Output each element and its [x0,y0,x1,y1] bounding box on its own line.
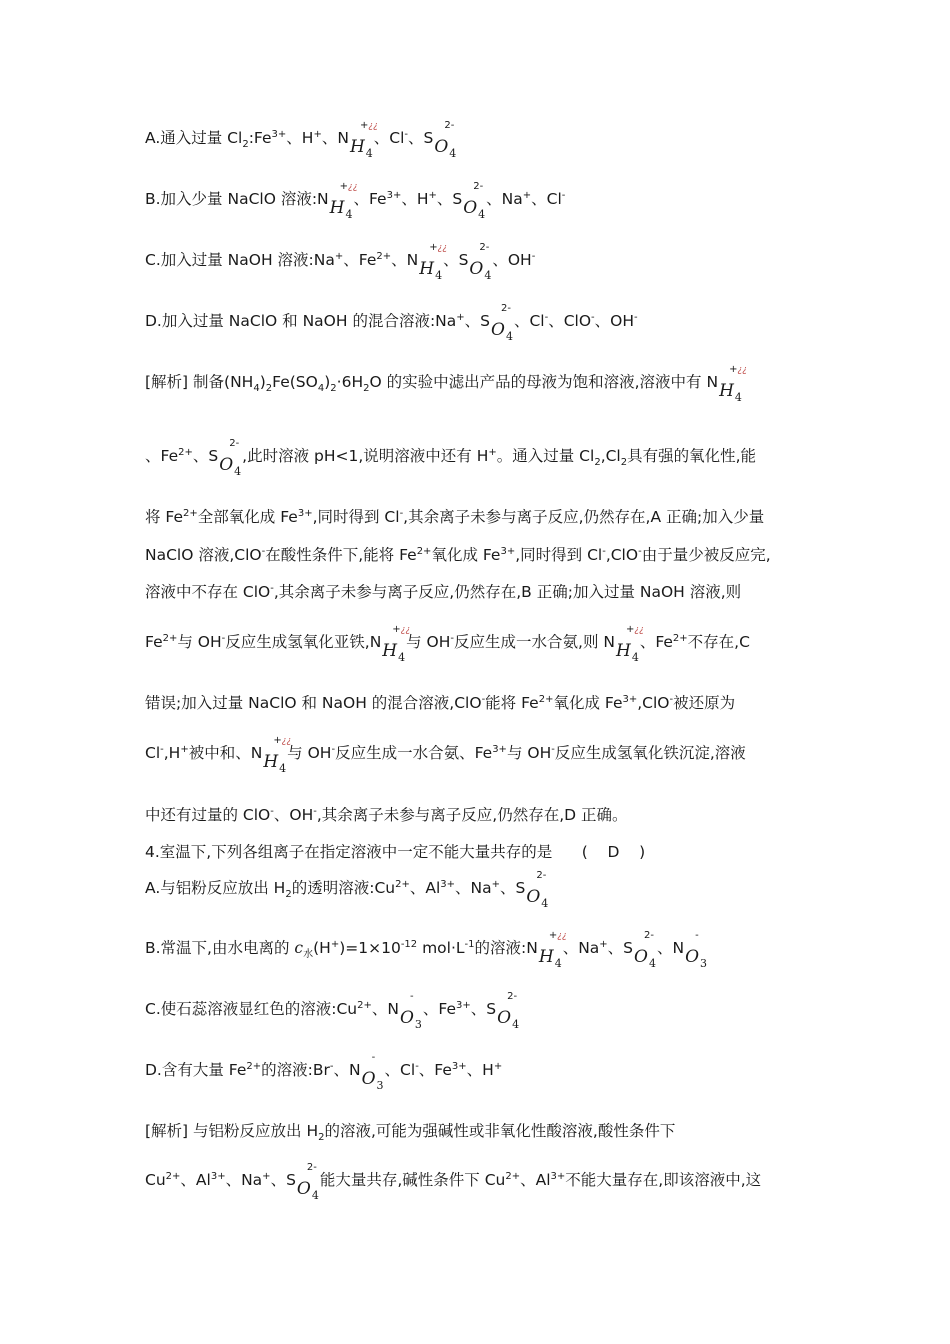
superscript: 2+ [165,1170,181,1182]
text-run: 反应生成一水合氨、Fe [335,744,493,762]
ion-base: O [296,1179,311,1199]
ion-formula [361,1052,384,1092]
text-run: 与 OH [406,633,451,651]
text-run: 、Na [455,879,492,897]
ion-artifact: ¿¿ [348,182,358,192]
text-run: 、Na [562,939,600,957]
text-run: C.加入过量 NaOH 溶液:Na [145,251,335,269]
superscript: + [599,938,608,950]
text-run: ,其余离子未参与离子反应,仍然存在,D 正确。 [316,806,628,824]
ion-base: O [491,320,505,340]
superscript: 3+ [271,128,287,140]
text-run: 不能大量存在,即该溶液中,这 [565,1171,762,1189]
text-run: 能将 Fe [485,694,539,712]
text-run: 、Na [486,190,523,208]
ion-charge: - [409,991,414,1002]
text-run: B.加入少量 NaClO 溶液:N [145,190,329,208]
text-run: ·6H [336,373,364,391]
text-run: ,同时得到 Cl [515,546,603,564]
superscript: 2+ [672,632,688,644]
text-run: 与 OH [287,744,332,762]
text-run: 反应生成氢氧化亚铁,N [225,633,382,651]
superscript: 2+ [162,632,178,644]
text-run: 全部氧化成 Fe [197,508,298,526]
superscript: - [638,545,642,557]
ion-base: H [419,259,435,279]
ion-sub: 4 [505,330,513,343]
superscript: 3+ [622,693,638,705]
ion-artifact: ¿¿ [437,243,448,253]
text-run: 的溶液,可能为强碱性或非氧化性酸溶液,酸性条件下 [324,1122,676,1140]
superscript: - [399,507,404,519]
superscript: - [270,582,274,594]
text-run: )=1×10 [339,939,401,957]
text-run: Cu [145,1171,166,1189]
ion-charge: +¿¿ [729,364,748,375]
text-line [145,1052,503,1092]
text-run: 反应生成一水合氨,则 N [454,633,615,651]
ion-sub: 4 [279,762,287,775]
text-run: 被还原为 [673,694,736,712]
text-run: 、Fe [418,1061,452,1079]
superscript: -12 [400,938,418,950]
text-line [145,624,750,664]
text-run: 的溶液:N [474,939,538,957]
ion-charge: 2- [479,242,490,253]
superscript: 2+ [183,507,198,519]
text-run: (H [313,939,331,957]
subscript: 2 [620,457,628,469]
superscript: + [488,446,497,458]
superscript: - [602,545,606,557]
text-line [145,120,457,160]
superscript: - [331,743,336,755]
ion-base: H [719,381,734,401]
superscript: 3+ [440,878,456,890]
text-run: 、OH [594,312,634,330]
text-run: 、Na [225,1171,263,1189]
text-run: 、Fe [353,190,387,208]
ion-base: O [434,137,449,157]
superscript: - [329,1060,334,1072]
superscript: 3+ [492,743,507,755]
superscript: 3+ [451,1060,467,1072]
ion-base: H [329,198,345,218]
ion-formula [349,120,378,160]
text-run: ) [259,373,266,391]
superscript: 2+ [416,545,432,557]
text-run: 氧化成 Fe [553,694,623,712]
ion-base: O [634,947,648,967]
ion-charge: 2- [306,1162,317,1173]
text-run: 、S [192,447,219,465]
text-run: 、Cl [531,190,562,208]
superscript: + [456,311,465,323]
text-line [145,582,741,602]
superscript: -1 [464,938,475,950]
ion-sub: 3 [700,957,707,970]
text-run: 。通入过量 Cl [496,447,595,465]
text-run: A.通入过量 Cl [145,129,243,147]
superscript: - [544,311,549,323]
ion-artifact: ¿¿ [634,625,644,635]
ion-base: O [469,259,484,279]
ion-formula [382,624,411,664]
superscript: - [404,128,409,140]
ion-charge: 2- [444,120,455,131]
ion-base: O [399,1008,414,1028]
text-run: ,同时得到 Cl [312,508,400,526]
superscript: - [481,693,486,705]
ion-sub: 4 [234,465,242,478]
superscript: - [313,805,317,817]
ion-base: O [219,455,234,475]
text-run: D.加入过量 NaClO 和 NaOH 的混合溶液:Na [145,312,457,330]
ion-charge: +¿¿ [429,242,448,253]
text-run: 、OH [492,251,532,269]
ion-artifact: ¿¿ [281,736,292,746]
text-run: 、N [371,1000,399,1018]
text-run: B.常温下,由水电离的 [145,939,295,957]
superscript: - [591,311,595,323]
text-run: 能大量共存,碱性条件下 Cu [319,1171,506,1189]
superscript: 2+ [538,693,554,705]
text-run: ,Cl [600,447,621,465]
ion-base: O [497,1008,512,1028]
subscript: 2 [594,457,601,469]
subscript: 4 [253,383,260,395]
text-run: 在酸性条件下,能将 Fe [265,546,417,564]
text-run: 将 Fe [145,508,184,526]
ion-formula [296,1162,319,1202]
superscript: + [334,250,344,262]
ion-charge: 2- [473,181,484,192]
text-run: :Fe [248,129,272,147]
ion-sub: 4 [734,391,742,404]
ion-sub: 3 [376,1079,384,1092]
ion-formula [497,991,520,1031]
text-run: 、Al [520,1171,551,1189]
ion-formula [719,364,748,404]
superscript: + [493,1060,503,1072]
text-line [145,507,764,527]
text-line [145,930,708,970]
text-run: 、H [466,1061,494,1079]
ion-sub: 4 [648,957,656,970]
subscript: 2 [363,383,370,395]
text-run: 、Al [409,879,441,897]
superscript: 2+ [395,878,410,890]
text-run: ,其余离子未参与离子反应,仍然存在,B 正确;加入过量 NaOH 溶液,则 [273,583,742,601]
superscript: + [522,189,532,201]
text-run: [解析] 与铝粉反应放出 H [145,1122,319,1140]
superscript: - [270,805,274,817]
text-run: 、Fe [343,251,377,269]
text-run: 4.室温下,下列各组离子在指定溶液中一定不能大量共存的是 ( D ) [145,843,646,861]
text-line [145,870,549,910]
ion-sub: 4 [365,147,373,160]
ion-base: H [349,137,365,157]
text-run: 的溶液:Br [261,1061,330,1079]
ion-base: H [615,641,631,661]
text-run: ) [324,373,331,391]
ion-charge: - [695,930,699,941]
superscript: 2+ [357,999,372,1011]
superscript: + [262,1170,271,1182]
ion-sub: 4 [541,897,549,910]
superscript: - [160,743,164,755]
text-run: ,ClO [637,694,670,712]
ion-artifact: ¿¿ [400,625,411,635]
ion-sub: 4 [345,208,353,221]
superscript: 2+ [246,1060,262,1072]
text-run: A.与铝粉反应放出 H [145,879,286,897]
superscript: 3+ [456,999,471,1011]
superscript: - [261,545,266,557]
text-line [145,1162,762,1202]
text-run: mol·L [417,939,465,957]
text-run: D.含有大量 Fe [145,1061,247,1079]
superscript: - [634,311,638,323]
text-run: 、S [464,312,490,330]
superscript: + [313,128,322,140]
ion-formula [634,930,656,970]
text-run: 、N [391,251,419,269]
superscript: + [491,878,500,890]
ion-sub: 4 [554,957,562,970]
text-run: 、N [333,1061,361,1079]
ion-artifact: ¿¿ [368,121,378,131]
ion-sub: 3 [414,1018,422,1031]
text-run: Fe [145,633,163,651]
text-run: 、S [500,879,526,897]
ion-charge: +¿¿ [625,624,644,635]
text-run: 、S [607,939,634,957]
subscript: 4 [317,383,325,395]
text-run: 、S [408,129,434,147]
text-run: 具有强的氧化性,能 [627,447,757,465]
ion-base: H [382,641,398,661]
text-line [145,991,520,1031]
superscript: 3+ [386,189,402,201]
text-run: 、H [401,190,429,208]
superscript: 2+ [376,250,392,262]
text-run: ,此时溶液 pH<1,说明溶液中还有 H [242,447,489,465]
ion-base: H [538,947,554,967]
subscript: 2 [285,889,292,901]
superscript: 3+ [500,545,516,557]
text-line [145,364,748,404]
text-run: 、Fe [145,447,179,465]
text-line [145,438,757,478]
superscript: - [221,632,226,644]
superscript: + [330,938,340,950]
text-run: 与 OH [177,633,222,651]
text-run: 、N [321,129,349,147]
text-run: Fe(SO [272,373,318,391]
ion-charge: 2- [501,303,511,314]
text-line [145,693,735,713]
text-run: 、Fe [422,1000,457,1018]
text-line [145,545,771,565]
subscript: 2 [242,139,249,151]
text-line [145,242,536,282]
ion-charge: - [371,1052,376,1063]
ion-formula [491,303,513,343]
ion-formula [685,930,707,970]
ion-sub: 4 [512,1018,520,1031]
text-run: ,ClO [605,546,639,564]
subscript: 2 [330,383,337,395]
text-run: 与 OH [506,744,552,762]
text-run: ,其余离子未参与离子反应,仍然存在,A 正确;加入少量 [403,508,765,526]
text-run: 、S [470,1000,497,1018]
text-run: 反应生成氢氧化铁沉淀,溶液 [554,744,746,762]
text-run: O 的实验中滤出产品的母液为饱和溶液,溶液中有 N [369,373,719,391]
superscript: - [669,693,674,705]
text-run: C.使石蕊溶液显红色的溶液:Cu [145,1000,358,1018]
superscript: - [551,743,555,755]
ion-sub: 4 [484,269,492,282]
text-line [145,735,746,775]
superscript: - [450,632,455,644]
ion-base: O [463,198,478,218]
ion-charge: 2- [229,438,240,449]
ion-sub: 4 [311,1189,319,1202]
ion-formula [419,242,448,282]
text-line [145,181,566,221]
ion-formula [434,120,457,160]
ion-base: O [685,947,699,967]
text-run: 、N [656,939,685,957]
ion-sub: 4 [449,147,457,160]
text-run: 、Cl [373,129,405,147]
superscript: - [415,1060,419,1072]
subscript: 水 [303,949,314,961]
ion-charge: +¿¿ [392,624,411,635]
ion-base: O [361,1069,376,1089]
superscript: 2+ [505,1170,521,1182]
text-run: 、S [270,1171,296,1189]
ion-sub: 4 [398,651,406,664]
text-run: 氧化成 Fe [431,546,501,564]
text-run: 溶液中不存在 ClO [145,583,271,601]
text-run: 、H [286,129,314,147]
subscript: 2 [318,1132,325,1144]
ion-sub: 4 [478,208,486,221]
ion-formula [219,438,242,478]
text-run: NaClO 溶液,ClO [145,546,262,564]
text-run: 、ClO [548,312,592,330]
ion-charge: +¿¿ [359,120,378,131]
text-run: 中还有过量的 ClO [145,806,271,824]
superscript: - [531,250,536,262]
ion-charge: 2- [644,930,654,941]
text-line [145,805,628,825]
ion-formula [399,991,422,1031]
text-line [145,842,645,862]
text-run: 被中和、N [188,744,263,762]
text-run: 、OH [273,806,314,824]
ion-sub: 4 [631,651,639,664]
text-run: [解析] 制备(NH [145,373,254,391]
superscript: - [561,189,566,201]
text-run: 错误;加入过量 NaClO 和 NaOH 的混合溶液,ClO [145,694,482,712]
italic-symbol: c [294,939,304,957]
ion-formula [526,870,549,910]
text-run: 由于量少被反应完, [641,546,771,564]
ion-formula [329,181,358,221]
ion-charge: +¿¿ [548,930,567,941]
text-run: 、Fe [639,633,673,651]
text-line [145,1121,676,1144]
ion-formula [615,624,644,664]
ion-charge: 2- [536,870,547,881]
text-run: 、S [436,190,463,208]
ion-artifact: ¿¿ [737,365,748,375]
ion-sub: 4 [435,269,443,282]
superscript: 3+ [550,1170,566,1182]
ion-charge: 2- [507,991,518,1002]
ion-base: O [526,887,541,907]
subscript: 2 [265,383,273,395]
text-run: 的透明溶液:Cu [291,879,396,897]
text-run: ,H [163,744,181,762]
ion-charge: +¿¿ [273,735,292,746]
ion-formula [538,930,567,970]
text-line [145,303,638,343]
text-run: 不存在,C [687,633,750,651]
ion-artifact: ¿¿ [557,931,567,941]
ion-charge: +¿¿ [339,181,358,192]
superscript: 3+ [210,1170,226,1182]
text-run: Cl [145,744,161,762]
superscript: 3+ [297,507,313,519]
superscript: + [428,189,437,201]
superscript: + [180,743,189,755]
ion-formula [469,242,492,282]
ion-formula [463,181,486,221]
text-run: 、Al [180,1171,211,1189]
ion-formula [263,735,292,775]
text-run: 、Cl [513,312,545,330]
ion-base: H [263,752,279,772]
text-run: 、Cl [384,1061,416,1079]
text-run: 、S [443,251,469,269]
superscript: 2+ [178,446,193,458]
